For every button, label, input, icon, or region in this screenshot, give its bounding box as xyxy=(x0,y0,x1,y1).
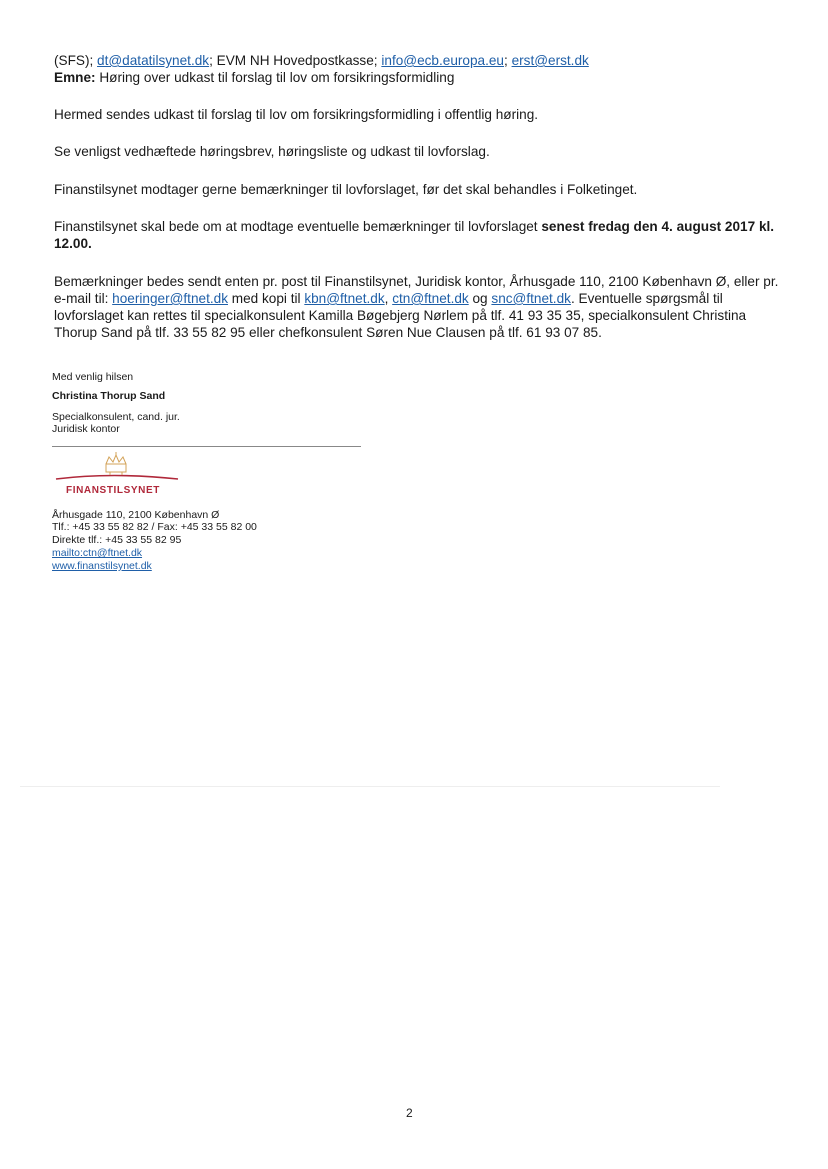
recipients-line xyxy=(54,52,589,69)
submission-text-e: . Eventuelle spørgsmål til lovforslaget kan rettes til specialkonsulent Kamilla Bøgebjerg Nørlem på tlf. 41 93 35 35, specialkonsulent Christina Thorup Sand på tlf. 33 55 82 95 eller chefkonsulent Søren Nue Clausen på tlf. 61 93 07 85. xyxy=(54,291,747,340)
email-link-ctn[interactable]: ctn@ftnet.dk xyxy=(392,291,469,306)
email-link-ecb[interactable]: info@ecb.europa.eu xyxy=(381,53,504,68)
paragraph-4 xyxy=(54,218,784,252)
paragraph-1: Hermed sendes udkast til forslag til lov om forsikringsformidling i offentlig høring. xyxy=(54,107,539,122)
faint-scan-line xyxy=(20,786,720,787)
paragraph-3: Finanstilsynet modtager gerne bemærkninger til lovforslaget, før det skal behandles i Folketinget. xyxy=(54,182,638,197)
submission-text-a: Bemærkninger bedes sendt enten pr. post til Finanstilsynet, Juridisk kontor, Århusgade 110, 2100 København Ø, eller pr. e-mail til: xyxy=(54,274,779,306)
email-link-snc[interactable]: snc@ftnet.dk xyxy=(491,291,571,306)
email-link-dt[interactable]: dt@datatilsynet.dk xyxy=(97,53,210,68)
subject-line xyxy=(54,69,454,86)
subject-text: Høring over udkast til forslag til lov om forsikringsformidling xyxy=(95,70,455,85)
deadline-intro: Finanstilsynet skal bede om at modtage eventuelle bemærkninger til lovforslaget xyxy=(54,219,542,234)
email-link-kbn[interactable]: kbn@ftnet.dk xyxy=(304,291,385,306)
paragraph-2: Se venligst vedhæftede høringsbrev, høringsliste og udkast til lovforslag. xyxy=(54,144,490,159)
email-link-erst[interactable]: erst@erst.dk xyxy=(511,53,589,68)
submission-text-b: med kopi til xyxy=(228,291,305,306)
signature-title: Specialkonsulent, cand. jur. xyxy=(52,411,180,423)
signature-greeting: Med venlig hilsen xyxy=(52,371,134,383)
page-number: 2 xyxy=(406,1106,413,1120)
signature-department: Juridisk kontor xyxy=(52,423,120,435)
recipients-mid: ; EVM NH Hovedpostkasse; xyxy=(209,53,382,68)
submission-text-d: og xyxy=(468,291,492,306)
paragraph-5 xyxy=(54,273,784,341)
deadline-date: senest fredag den 4. august 2017 kl. 12.00. xyxy=(54,219,775,251)
direct-phone-line: Direkte tlf.: +45 33 55 82 95 xyxy=(52,534,182,546)
website-link[interactable]: www.finanstilsynet.dk xyxy=(52,560,152,572)
signature-name: Christina Thorup Sand xyxy=(52,390,166,402)
signature-divider xyxy=(52,446,361,447)
recipients-prefix: (SFS); xyxy=(54,53,98,68)
submission-text-c: , xyxy=(384,291,393,306)
logo-wordmark: FINANSTILSYNET xyxy=(66,485,160,496)
address-line: Århusgade 110, 2100 København Ø xyxy=(52,509,220,521)
mailto-link[interactable]: mailto:ctn@ftnet.dk xyxy=(52,547,143,559)
email-link-hoeringer[interactable]: hoeringer@ftnet.dk xyxy=(112,291,228,306)
subject-label: Emne: xyxy=(54,70,96,85)
recipients-sep: ; xyxy=(504,53,512,68)
phone-fax-line: Tlf.: +45 33 55 82 82 / Fax: +45 33 55 82 00 xyxy=(52,521,257,533)
